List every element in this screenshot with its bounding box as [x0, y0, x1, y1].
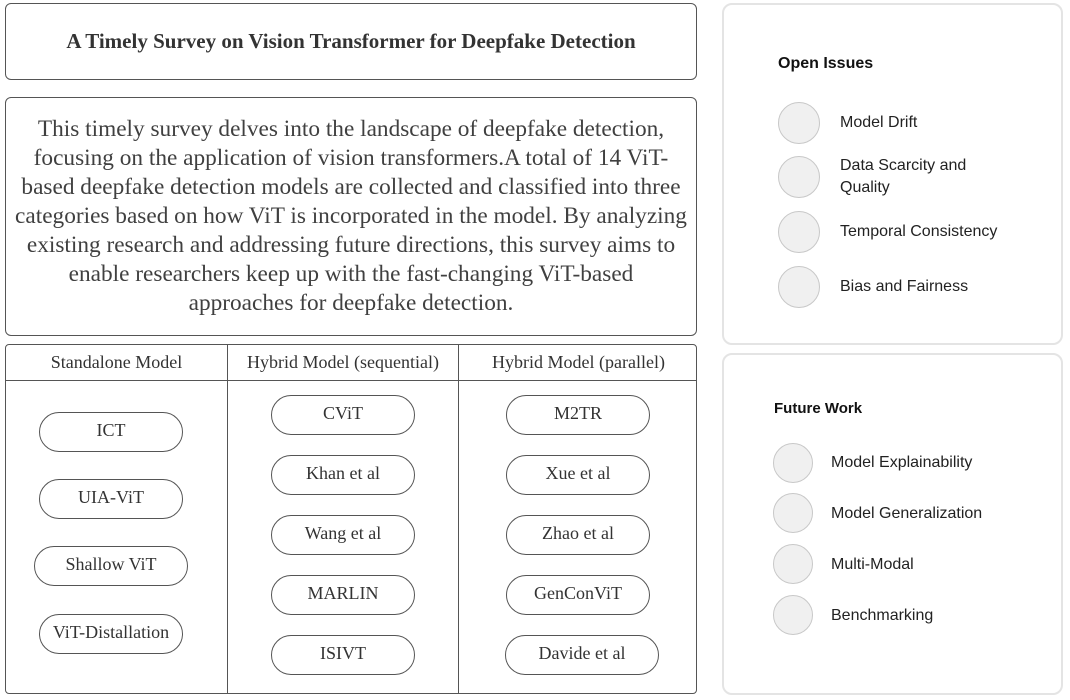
model-wang-et-al: Wang et al — [271, 515, 415, 555]
column-hybrid-sequential — [227, 345, 458, 693]
column-standalone — [6, 345, 227, 693]
model-shallow-vit: Shallow ViT — [34, 546, 188, 586]
open-issues-title: Open Issues — [778, 55, 874, 72]
model-m2tr: M2TR — [506, 395, 650, 435]
bullet-circle-icon — [778, 156, 820, 198]
bullet-circle-icon — [773, 595, 813, 635]
column-header-hybrid-parallel: Hybrid Model (parallel) — [459, 345, 697, 381]
open-issue-item: Data Scarcity and Quality — [840, 157, 967, 196]
bullet-circle-icon — [773, 544, 813, 584]
bullet-circle-icon — [778, 211, 820, 253]
diagram-title: A Timely Survey on Vision Transformer for Deepfake Detection — [66, 29, 636, 53]
open-issue-item: Temporal Consistency — [840, 223, 998, 240]
model-davide-et-al: Davide et al — [505, 635, 659, 675]
abstract-text: This timely survey delves into the landscape of deepfake detection, focusing on the application of vision transformers.A total of 14 ViT-based deepfake detection models are collected and classified into three categories based on how ViT is incorporated in the model. By analyzing existing research and addressing future directions, this survey aims to enable researchers keep up with the fast-changing ViT-based approaches for deepfake detection. — [15, 116, 687, 316]
future-work-item: Multi-Modal — [831, 556, 914, 573]
open-issues-panel — [722, 3, 1063, 345]
future-work-panel — [722, 353, 1063, 695]
open-issue-item: Bias and Fairness — [840, 278, 969, 295]
bullet-circle-icon — [778, 266, 820, 308]
column-header-hybrid-sequential: Hybrid Model (sequential) — [228, 345, 458, 381]
future-work-item: Model Explainability — [831, 454, 973, 471]
model-uia-vit: UIA-ViT — [39, 479, 183, 519]
bullet-circle-icon — [773, 493, 813, 533]
column-header-standalone: Standalone Model — [6, 345, 227, 381]
model-cvit: CViT — [271, 395, 415, 435]
model-categories-table — [5, 344, 697, 694]
future-work-item: Benchmarking — [831, 607, 934, 624]
title-box — [5, 3, 697, 80]
bullet-circle-icon — [773, 443, 813, 483]
model-zhao-et-al: Zhao et al — [506, 515, 650, 555]
open-issue-item: Model Drift — [840, 114, 918, 131]
future-work-title: Future Work — [774, 400, 863, 417]
future-work-item: Model Generalization — [831, 505, 983, 522]
column-hybrid-parallel — [458, 345, 697, 693]
abstract-box — [5, 97, 697, 336]
model-xue-et-al: Xue et al — [506, 455, 650, 495]
model-ict: ICT — [39, 412, 183, 452]
model-marlin: MARLIN — [271, 575, 415, 615]
bullet-circle-icon — [778, 102, 820, 144]
model-isivt: ISIVT — [271, 635, 415, 675]
model-vit-distallation: ViT-Distallation — [39, 614, 183, 654]
model-khan-et-al: Khan et al — [271, 455, 415, 495]
model-genconvit: GenConViT — [506, 575, 650, 615]
